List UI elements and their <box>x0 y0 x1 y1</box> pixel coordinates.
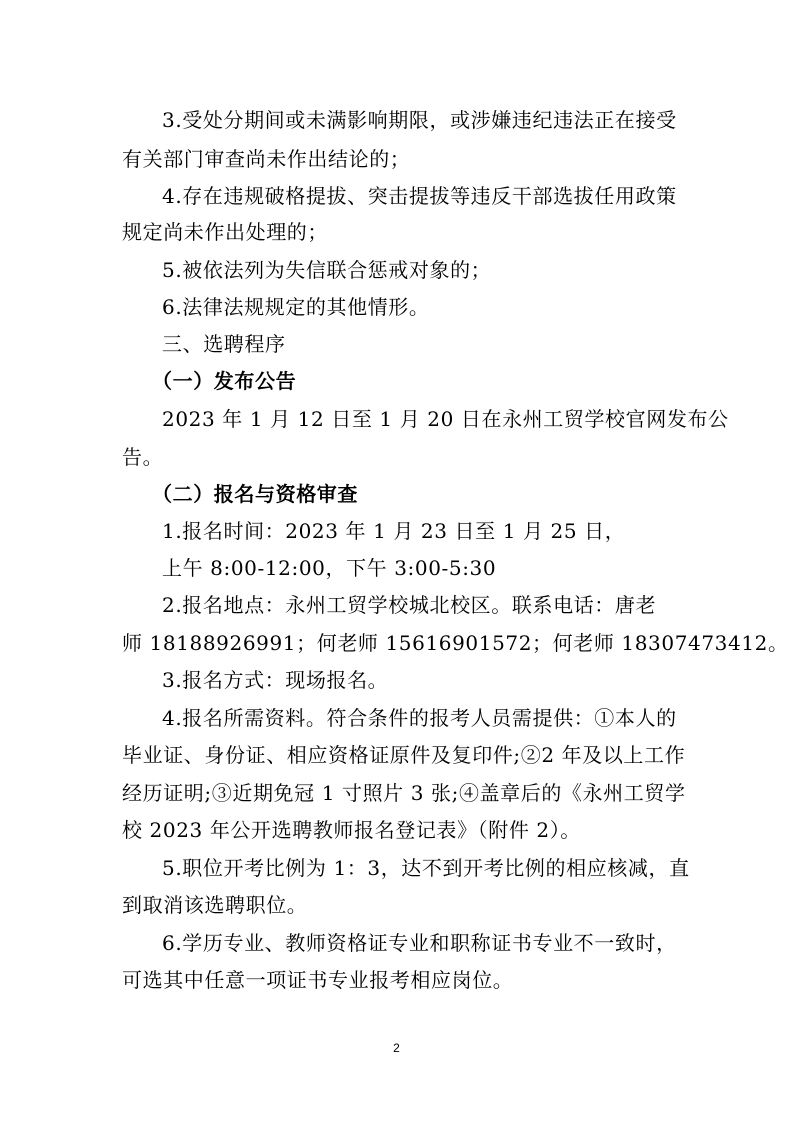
paragraph-line: 5.被依法列为失信联合惩戒对象的； <box>162 258 492 282</box>
paragraph-line: 经历证明;③近期免冠 1 寸照片 3 张;④盖章后的《永州工贸学 <box>122 781 686 805</box>
paragraph-line: 6.法律法规规定的其他情形。 <box>162 295 430 319</box>
paragraph-line: 4.报名所需资料。符合条件的报考人员需提供：①本人的 <box>162 706 677 730</box>
paragraph-line: 有关部门审查尚未作出结论的； <box>122 147 411 171</box>
paragraph-line: 3.受处分期间或未满影响期限，或涉嫌违纪违法正在接受 <box>162 108 677 132</box>
paragraph-line: 4.存在违规破格提拔、突击提拔等违反干部选拔任用政策 <box>162 184 677 208</box>
paragraph-line: 可选其中任意一项证书专业报考相应岗位。 <box>122 968 514 992</box>
paragraph-line: 到取消该选聘职位。 <box>122 893 308 917</box>
paragraph-line: 2023 年 1 月 12 日至 1 月 20 日在永州工贸学校官网发布公 <box>162 407 729 431</box>
paragraph-line: 毕业证、身份证、相应资格证原件及复印件;②2 年及以上工作 <box>122 743 686 767</box>
paragraph-line: 告。 <box>122 445 164 469</box>
paragraph-line: 6.学历专业、教师资格证专业和职称证书专业不一致时， <box>162 931 677 955</box>
paragraph-line: 5.职位开考比例为 1：3，达不到开考比例的相应核减，直 <box>162 856 690 880</box>
subsection-heading: （一）发布公告 <box>152 369 297 393</box>
paragraph-line: 3.报名方式：现场报名。 <box>162 668 389 692</box>
paragraph-line: 1.报名时间：2023 年 1 月 23 日至 1 月 25 日， <box>162 519 626 543</box>
paragraph-line: 上午 8:00-12:00，下午 3:00-5:30 <box>162 556 497 580</box>
subsection-heading: （二）报名与资格审查 <box>152 482 358 506</box>
paragraph-line: 2.报名地点：永州工贸学校城北校区。联系电话：唐老 <box>162 593 657 617</box>
paragraph-line: 校 2023 年公开选聘教师报名登记表》（附件 2）。 <box>122 818 581 842</box>
page-number: 2 <box>393 1041 400 1055</box>
paragraph-line: 规定尚未作出处理的； <box>122 220 328 244</box>
section-heading: 三、选聘程序 <box>162 332 286 356</box>
paragraph-line: 师 18188926991；何老师 15616901572；何老师 18307473412。 <box>122 631 789 655</box>
